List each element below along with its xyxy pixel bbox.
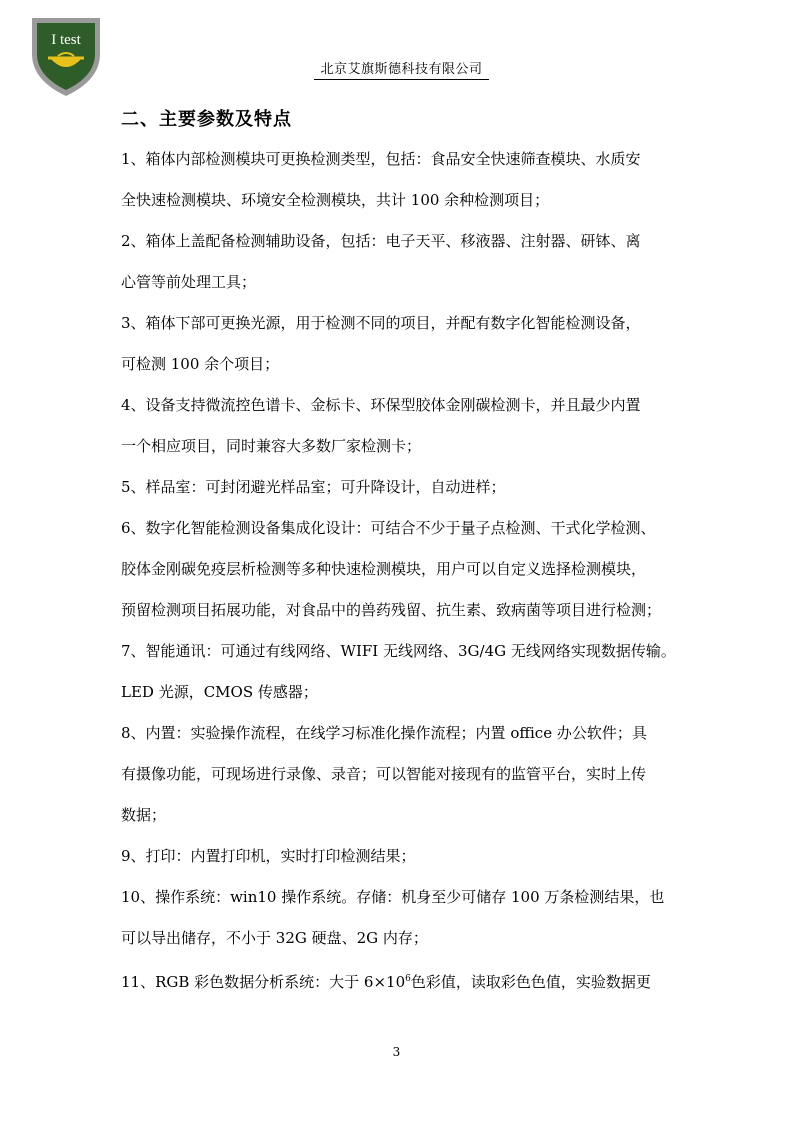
text-line: 6、数字化智能检测设备集成化设计：可结合不少于量子点检测、干式化学检测、 [121,519,656,537]
text-line: 可检测 100 余个项目； [121,355,280,373]
company-name: 北京艾旗斯德科技有限公司 [314,58,488,80]
exponent-superscript: 6 [405,974,411,984]
text-line: 5、样品室：可封闭避光样品室；可升降设计，自动进样； [121,478,506,496]
page-number: 3 [392,1045,401,1059]
text-line: 预留检测项目拓展功能，对食品中的兽药残留、抗生素、致病菌等项目进行检测； [121,601,662,619]
text-line: 4、设备支持微流控色谱卡、金标卡、环保型胶体金刚碳检测卡，并且最少内置 [121,396,641,414]
text-line: 2、箱体上盖配备检测辅助设备，包括：电子天平、移液器、注射器、研钵、离 [121,232,641,250]
company-logo [28,14,104,98]
text-line: 9、打印：内置打印机，实时打印检测结果； [121,847,416,865]
text-line-last [121,965,677,1006]
text-line: 有摄像功能，可现场进行录像、录音；可以智能对接现有的监管平台，实时上传 [121,765,647,783]
section-title: 二、主要参数及特点 [121,109,292,130]
text-line: 可以导出储存，不小于 32G 硬盘、2G 内存； [121,929,428,947]
text-line: 1、箱体内部检测模块可更换检测类型，包括：食品安全快速筛查模块、水质安 [121,150,641,168]
text-line: 全快速检测模块、环境安全检测模块，共计 100 余种检测项目； [121,191,550,209]
shield-logo-icon [28,14,104,98]
text-line: 心管等前处理工具； [121,273,257,291]
last-line-before: 11、RGB 彩色数据分析系统：大于 6×10 [121,973,406,991]
text-line: 胶体金刚碳免疫层析检测等多种快速检测模块，用户可以自定义选择检测模块， [121,560,647,578]
text-line: 一个相应项目，同时兼容大多数厂家检测卡； [121,437,422,455]
text-line: 10、操作系统：win10 操作系统。存储：机身至少可储存 100 万条检测结果，也 [121,888,665,906]
page-header [0,58,793,80]
text-line: 8、内置：实验操作流程，在线学习标准化操作流程；内置 office 办公软件；具 [121,724,647,742]
text-line: 数据； [121,806,167,824]
logo-text: I test [51,32,81,48]
text-line: LED 光源，CMOS 传感器； [121,683,318,701]
text-line: 3、箱体下部可更换光源，用于检测不同的项目，并配有数字化智能检测设备， [121,314,641,332]
body-content [121,145,677,1006]
last-line-after: 色彩值，读取彩色色值，实验数据更 [410,973,651,991]
text-line: 7、智能通讯：可通过有线网络、WIFI 无线网络、3G/4G 无线网络实现数据传输。 [121,642,676,660]
